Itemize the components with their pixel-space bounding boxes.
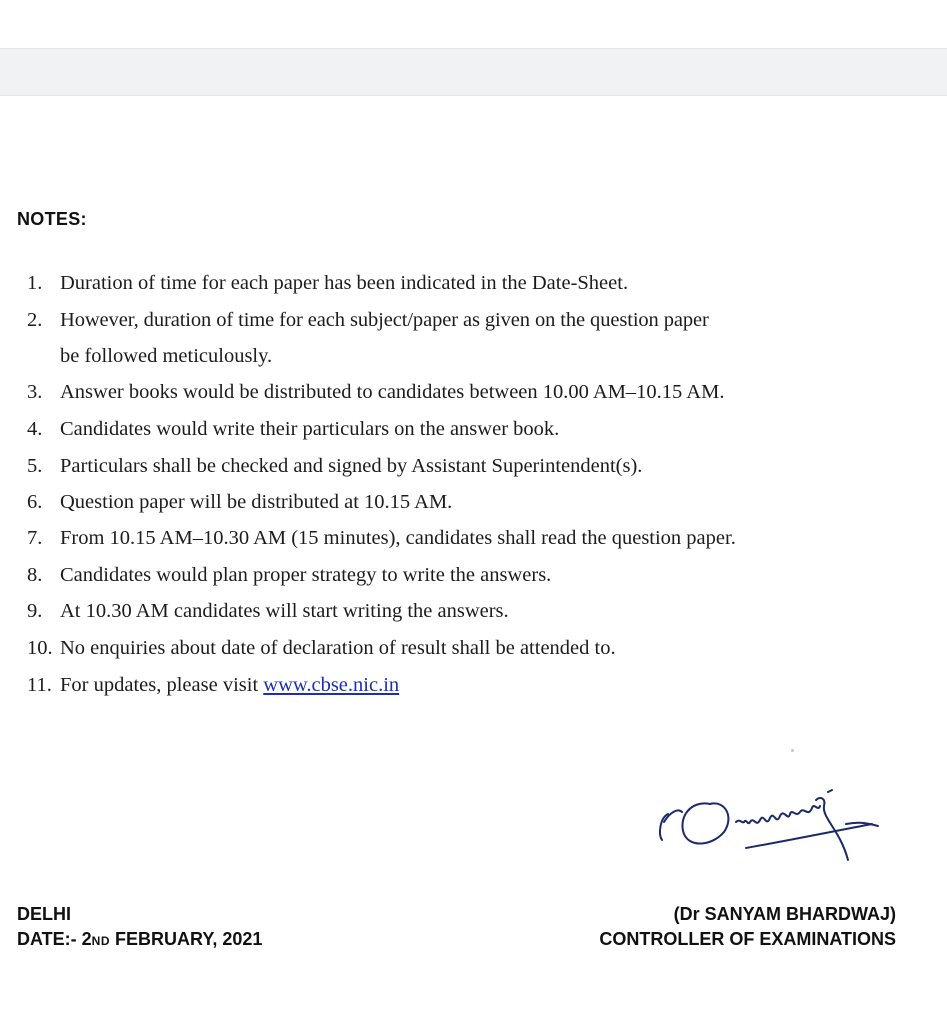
notes-heading: NOTES: <box>17 209 87 229</box>
note-number: 3. <box>27 381 43 403</box>
cbse-website-link[interactable]: www.cbse.nic.in <box>263 674 400 696</box>
note-text: Particulars shall be checked and signed by Assistant Superintendent(s). <box>60 455 643 477</box>
note-text: From 10.15 AM–10.30 AM (15 minutes), candidates shall read the question paper. <box>60 527 736 549</box>
footer-place-date <box>17 902 262 954</box>
note-text: Duration of time for each paper has been indicated in the Date-Sheet. <box>60 272 629 294</box>
top-header-band <box>0 48 947 96</box>
note-number: 6. <box>27 491 43 513</box>
signatory-name: (Dr SANYAM BHARDWAJ) <box>673 904 896 924</box>
signature-image <box>650 778 890 878</box>
note-number: 5. <box>27 455 43 477</box>
note-text: Answer books would be distributed to candidates between 10.00 AM–10.15 AM. <box>60 381 725 403</box>
footer-signatory <box>599 902 896 952</box>
note-number: 11. <box>27 674 52 696</box>
note-number: 1. <box>27 272 43 294</box>
date-ordinal-suffix: ND <box>91 934 111 948</box>
note-text: Question paper will be distributed at 10.15 AM. <box>60 491 453 513</box>
signatory-title: CONTROLLER OF EXAMINATIONS <box>599 929 896 949</box>
place-label: DELHI <box>17 904 71 924</box>
note-number: 4. <box>27 418 43 440</box>
note-text: At 10.30 AM candidates will start writing the answers. <box>60 600 509 622</box>
note-text: Candidates would plan proper strategy to write the answers. <box>60 564 552 586</box>
note-text: Candidates would write their particulars on the answer book. <box>60 418 560 440</box>
note-text: However, duration of time for each subject/paper as given on the question paper <box>60 309 709 331</box>
note-text: No enquiries about date of declaration of result shall be attended to. <box>60 637 616 659</box>
scan-speck <box>791 749 794 752</box>
note-text: be followed meticulously. <box>60 345 273 367</box>
note-number: 8. <box>27 564 43 586</box>
note-number: 9. <box>27 600 43 622</box>
note-number: 7. <box>27 527 43 549</box>
note-text <box>60 673 399 697</box>
note-text-prefix: For updates, please visit <box>60 674 264 696</box>
date-label <box>17 927 262 954</box>
date-prefix: DATE:- 2 <box>17 929 92 949</box>
note-number: 2. <box>27 309 43 331</box>
note-number: 10. <box>27 637 53 659</box>
date-rest: FEBRUARY, 2021 <box>110 929 263 949</box>
